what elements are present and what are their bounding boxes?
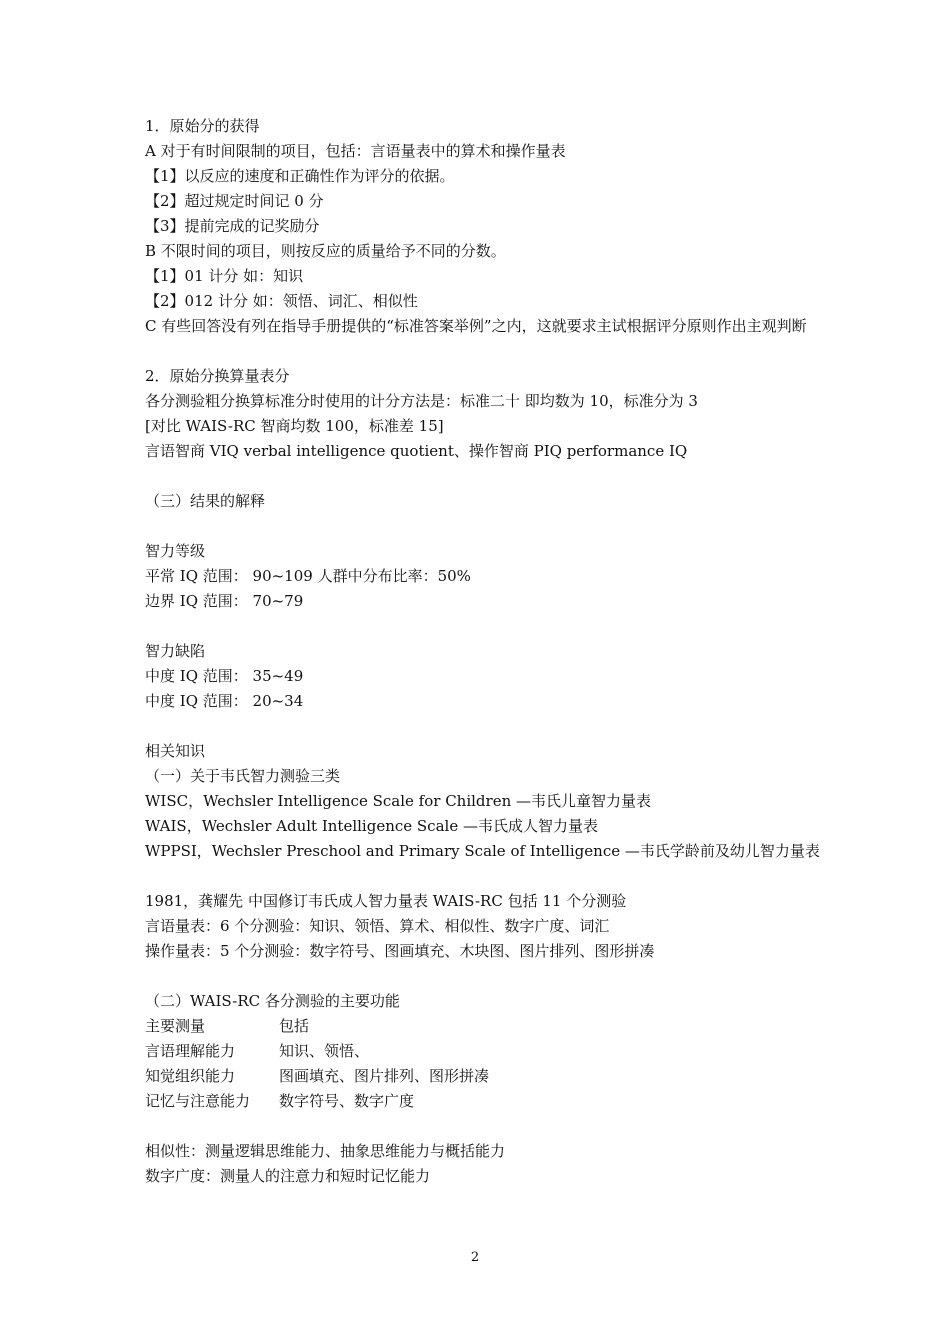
text-line: （三）结果的解释 [145,492,266,510]
text-line: （一）关于韦氏智力测验三类 [145,767,341,785]
text-line: （二）WAIS-RC 各分测验的主要功能 [145,992,400,1010]
blank-line [145,614,825,639]
blank-line [145,514,825,539]
table-row [145,1039,825,1064]
blank-line [145,964,825,989]
function-table [145,1014,825,1114]
table-cell-subtests: 图画填充、图片排列、图形拼凑 [279,1067,490,1085]
text-line: 相关知识 [145,742,206,760]
table-cell-ability: 主要测量 [145,1017,206,1035]
table-row [145,1014,825,1039]
text-line: 【2】超过规定时间记 0 分 [145,192,324,210]
text-line: 智力等级 [145,542,206,560]
text-line: 各分测验粗分换算标准分时使用的计分方法是：标准二十 即均数为 10，标准分为 3 [145,392,698,410]
text-line: 【1】01 计分 如：知识 [145,267,304,285]
text-line: B 不限时间的项目，则按反应的质量给予不同的分数。 [145,242,506,260]
text-line: WISC，Wechsler Intelligence Scale for Children —韦氏儿童智力量表 [145,792,652,810]
text-line: 智力缺陷 [145,642,206,660]
tail-lines [145,1114,825,1189]
text-line: 中度 IQ 范围： 35~49 [145,667,304,685]
blank-line [145,714,825,739]
table-row [145,1064,825,1089]
text-line: 言语量表：6 个分测验：知识、领悟、算术、相似性、数字广度、词汇 [145,917,610,935]
blank-line [145,339,825,364]
text-line: 【1】以反应的速度和正确性作为评分的依据。 [145,167,455,185]
table-cell-subtests: 知识、领悟、 [279,1042,370,1060]
text-line: 【3】提前完成的记奖励分 [145,217,320,235]
blank-line [145,864,825,889]
page-number: 2 [470,1250,480,1265]
table-cell-ability: 知觉组织能力 [145,1067,236,1085]
text-line: WPPSI，Wechsler Preschool and Primary Scale of Intelligence —韦氏学龄前及幼儿智力量表 [145,842,820,860]
text-line: C 有些回答没有列在指导手册提供的“标准答案举例”之内，这就要求主试根据评分原则作出主观判断 [145,317,807,335]
table-row [145,1089,825,1114]
text-line: 平常 IQ 范围： 90~109 人群中分布比率：50% [145,567,471,585]
text-line: [对比 WAIS-RC 智商均数 100，标准差 15] [145,417,444,435]
table-cell-ability: 言语理解能力 [145,1042,236,1060]
text-line: 边界 IQ 范围： 70~79 [145,592,304,610]
table-cell-subtests: 包括 [279,1017,310,1035]
text-line: 2．原始分换算量表分 [145,367,290,385]
text-line: 中度 IQ 范围： 20~34 [145,692,304,710]
text-line: 相似性：测量逻辑思维能力、抽象思维能力与概括能力 [145,1142,506,1160]
text-line: 数字广度：测量人的注意力和短时记忆能力 [145,1167,431,1185]
text-line: A 对于有时间限制的项目，包括：言语量表中的算术和操作量表 [145,142,566,160]
text-line: 1981，龚耀先 中国修订韦氏成人智力量表 WAIS-RC 包括 11 个分测验 [145,892,627,910]
text-lines [145,114,825,1014]
table-cell-subtests: 数字符号、数字广度 [279,1092,415,1110]
document-body [145,114,825,1189]
text-line: 言语智商 VIQ verbal intelligence quotient、操作智商 PIQ performance IQ [145,442,688,460]
blank-line [145,464,825,489]
blank-line [145,1114,825,1139]
text-line: 【2】012 计分 如：领悟、词汇、相似性 [145,292,418,310]
text-line: 1．原始分的获得 [145,117,260,135]
text-line: 操作量表：5 个分测验：数字符号、图画填充、木块图、图片排列、图形拼凑 [145,942,655,960]
table-cell-ability: 记忆与注意能力 [145,1092,251,1110]
text-line: WAIS，Wechsler Adult Intelligence Scale —韦氏成人智力量表 [145,817,598,835]
